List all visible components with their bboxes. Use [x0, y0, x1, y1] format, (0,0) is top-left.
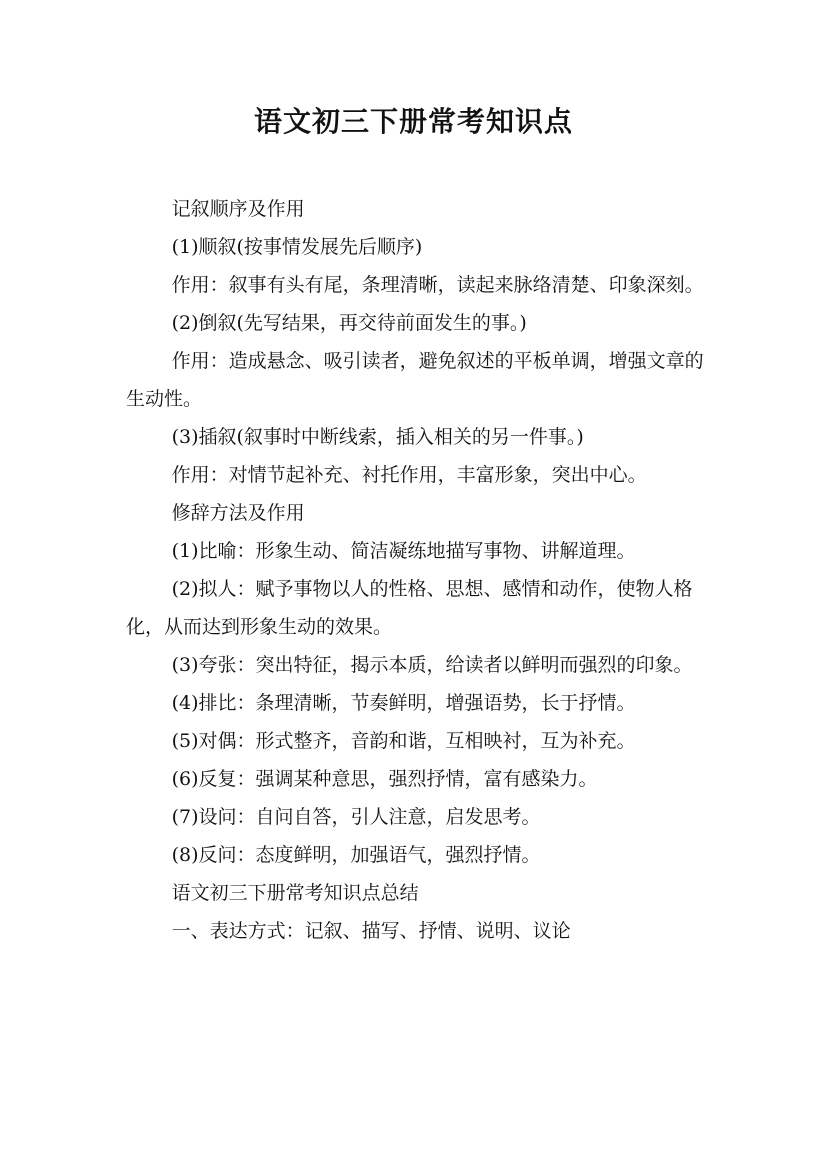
- paragraph-rhetorical-question-self: (7)设问：自问自答，引人注意，启发思考。: [171, 806, 541, 828]
- paragraph-repetition: (6)反复：强调某种意思，强烈抒情，富有感染力。: [171, 768, 598, 790]
- paragraph-chronological: (1)顺叙(按事情发展先后顺序): [171, 236, 423, 258]
- paragraph-rhetorical-question: (8)反问：态度鲜明，加强语气，强烈抒情。: [171, 844, 541, 866]
- paragraph-flashback-effect: 作用：造成悬念、吸引读者，避免叙述的平板单调，增强文章的生动性。: [126, 350, 704, 410]
- paragraph-chronological-effect: 作用：叙事有头有尾，条理清晰，读起来脉络清楚、印象深刻。: [171, 274, 704, 296]
- paragraph-interpolation-effect: 作用：对情节起补充、衬托作用，丰富形象，突出中心。: [171, 464, 647, 486]
- paragraph-rhetoric-heading: 修辞方法及作用: [171, 502, 305, 524]
- document-title: 语文初三下册常考知识点: [253, 105, 573, 138]
- paragraph-flashback: (2)倒叙(先写结果，再交待前面发生的事。): [171, 312, 527, 334]
- paragraph-narrative-order-heading: 记叙顺序及作用: [171, 198, 305, 220]
- paragraph-antithesis: (5)对偶：形式整齐，音韵和谐，互相映衬，互为补充。: [171, 730, 636, 752]
- paragraph-summary-heading: 语文初三下册常考知识点总结: [171, 882, 419, 904]
- paragraph-interpolation: (3)插叙(叙事时中断线索，插入相关的另一件事。): [171, 426, 584, 448]
- paragraph-personification: (2)拟人：赋予事物以人的性格、思想、感情和动作，使物人格化，从而达到形象生动的效果。: [126, 578, 693, 638]
- paragraph-expression-methods: 一、表达方式：记叙、描写、抒情、说明、议论: [171, 920, 571, 942]
- paragraph-hyperbole: (3)夸张：突出特征，揭示本质，给读者以鲜明而强烈的印象。: [171, 654, 693, 676]
- document-body: [126, 190, 716, 950]
- paragraph-metaphor: (1)比喻：形象生动、简洁凝练地描写事物、讲解道理。: [171, 540, 636, 562]
- paragraph-parallelism: (4)排比：条理清晰，节奏鲜明，增强语势，长于抒情。: [171, 692, 636, 714]
